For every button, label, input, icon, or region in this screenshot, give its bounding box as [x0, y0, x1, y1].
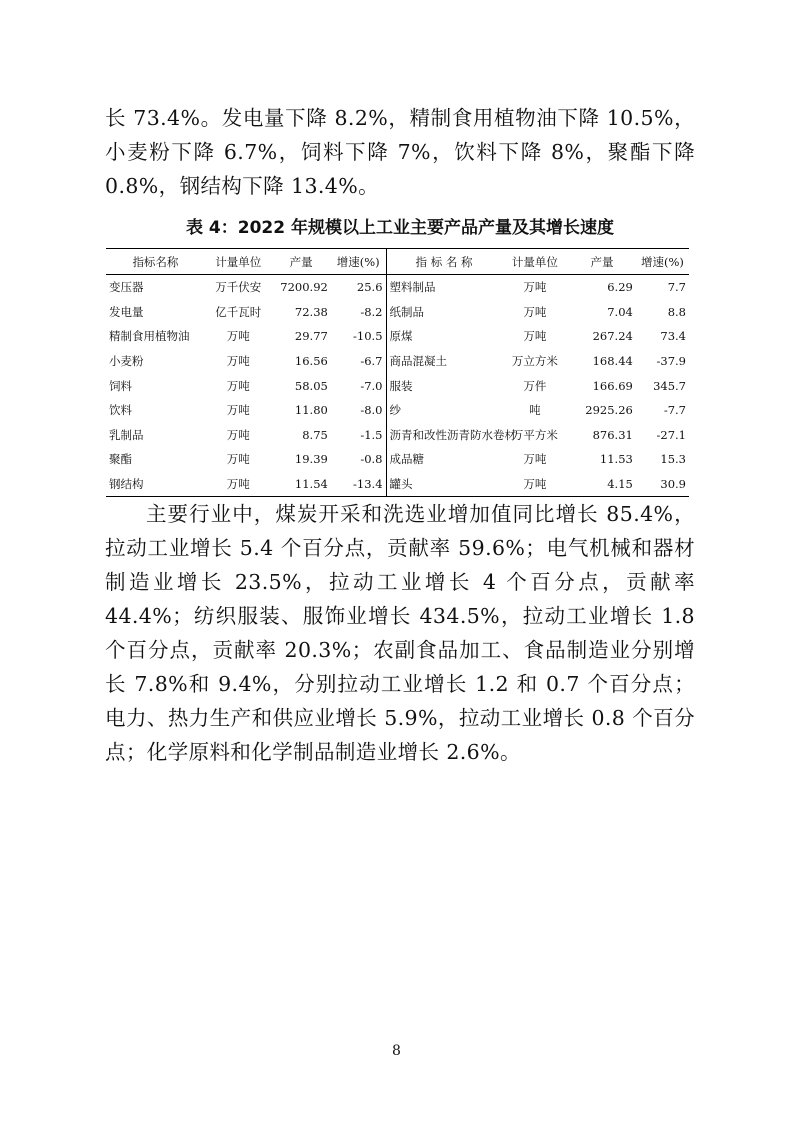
cell-output-2: 166.69	[592, 378, 633, 393]
cell-name: 小麦粉	[109, 354, 144, 369]
cell-unit: 万吨	[226, 329, 250, 344]
cell-name-2: 商品混凝土	[389, 354, 448, 369]
cell-name: 变压器	[109, 280, 144, 295]
cell-name: 饲料	[109, 378, 132, 393]
table-row	[106, 398, 689, 423]
intro-paragraph	[105, 101, 695, 203]
cell-output-2: 168.44	[592, 354, 633, 369]
page-number: 8	[392, 1043, 401, 1059]
cell-output: 29.77	[294, 329, 328, 344]
cell-growth: -8.0	[331, 398, 386, 423]
table-row	[106, 373, 689, 398]
cell-growth-2: -7.7	[663, 403, 686, 418]
cell-unit: 万吨	[205, 472, 272, 497]
cell-output-2: 267.24	[592, 329, 633, 344]
cell-output: 8.75	[302, 427, 328, 442]
cell-name-2: 沥青和改性沥青防水卷材	[389, 427, 517, 442]
cell-growth: -7.0	[331, 373, 386, 398]
cell-growth: -0.8	[331, 447, 386, 472]
header-growth-2: 增速(%)	[636, 249, 689, 275]
cell-growth: 25.6	[331, 275, 386, 300]
cell-growth-2: 73.4	[660, 329, 686, 344]
table-row	[106, 349, 689, 374]
cell-output: 72.38	[294, 304, 328, 319]
cell-name-2: 成品糖	[389, 452, 425, 467]
cell-name-2: 纸制品	[389, 304, 425, 319]
cell-name: 饮料	[109, 403, 132, 418]
table-row	[106, 324, 689, 349]
cell-name: 精制食用植物油	[109, 329, 190, 344]
header-indicator-name-2: 指 标 名 称	[386, 249, 502, 275]
cell-output: 58.05	[294, 378, 328, 393]
cell-unit-2: 万吨	[523, 304, 547, 319]
cell-growth-2: -37.9	[656, 354, 686, 369]
cell-growth-2: 345.7	[653, 378, 686, 393]
cell-unit-2: 万立方米	[511, 354, 558, 369]
cell-unit-2: 万平方米	[511, 427, 558, 442]
cell-name: 钢结构	[106, 472, 205, 497]
cell-output-2: 2925.26	[585, 403, 633, 418]
header-output: 产量	[272, 249, 331, 275]
cell-growth: -8.2	[331, 300, 386, 325]
cell-growth: -6.7	[331, 349, 386, 374]
cell-name: 乳制品	[109, 427, 144, 442]
cell-unit: 亿千瓦时	[215, 304, 262, 319]
cell-unit-2: 万吨	[523, 280, 547, 295]
table-row	[106, 447, 689, 472]
cell-output: 11.80	[294, 403, 328, 418]
cell-unit: 万吨	[226, 452, 250, 467]
table-row	[106, 472, 689, 497]
cell-growth-2: 7.7	[667, 280, 686, 295]
cell-name-2: 服装	[389, 378, 413, 393]
cell-output: 11.54	[272, 472, 331, 497]
cell-name-2: 纱	[389, 403, 402, 418]
cell-output-2: 876.31	[592, 427, 633, 442]
table-header-row	[106, 249, 689, 275]
cell-unit-2: 万吨	[502, 472, 569, 497]
industry-text: 主要行业中，煤炭开采和洗选业增加值同比增长 85.4%，拉动工业增长 5.4 个百分点，贡献率 59.6%；电气机械和器材制造业增长 23.5%，拉动工业增长 4 个百分点，贡献率 44.4%；纺织服装、服饰业增长 434.5%，拉动工业增长 1.8 个百分点，贡献率 20.3%；农副食品加工、食品制造业分别增长 7.8%和 9.4%，分别拉动工业增长 1.2 和 0.7 个百分点；电力、热力生产和供应业增长 5.9%，拉动工业增长 0.8 个百分点；化学原料和化学制品制造业增长 2.6%。	[105, 502, 695, 764]
intro-text: 长 73.4%。发电量下降 8.2%，精制食用植物油下降 10.5%，小麦粉下降 6.7%，饲料下降 7%，饮料下降 8%，聚酯下降 0.8%，钢结构下降 13.4%。	[105, 106, 695, 198]
cell-output: 19.39	[294, 452, 328, 467]
cell-name-2: 原煤	[389, 329, 413, 344]
cell-growth-2: 15.3	[660, 452, 686, 467]
industry-paragraph	[105, 497, 695, 769]
cell-output: 7200.92	[280, 280, 328, 295]
cell-output-2: 4.15	[568, 472, 636, 497]
cell-unit: 万吨	[226, 378, 250, 393]
cell-growth-2: 30.9	[636, 472, 689, 497]
cell-growth-2: -27.1	[656, 427, 686, 442]
cell-unit-2: 万吨	[523, 452, 547, 467]
header-output-2: 产量	[568, 249, 636, 275]
cell-unit-2: 吨	[529, 403, 541, 418]
cell-output-2: 11.53	[599, 452, 633, 467]
cell-growth-2: 8.8	[667, 304, 686, 319]
cell-growth: -1.5	[331, 423, 386, 448]
table-row	[106, 300, 689, 325]
table-row	[106, 423, 689, 448]
cell-output: 16.56	[294, 354, 328, 369]
product-output-table	[106, 248, 689, 497]
table-row	[106, 275, 689, 300]
cell-unit: 万吨	[226, 427, 250, 442]
cell-growth: -13.4	[331, 472, 386, 497]
cell-unit-2: 万件	[523, 378, 547, 393]
cell-growth: -10.5	[331, 324, 386, 349]
header-indicator-name: 指标名称	[106, 249, 205, 275]
cell-output-2: 7.04	[607, 304, 633, 319]
cell-unit-2: 万吨	[523, 329, 547, 344]
table-title: 表 4：2022 年规模以上工业主要产品产量及其增长速度	[186, 218, 614, 238]
cell-name: 发电量	[109, 304, 144, 319]
header-growth: 增速(%)	[331, 249, 386, 275]
cell-name-2: 塑料制品	[389, 280, 436, 295]
cell-unit: 万千伏安	[215, 280, 262, 295]
cell-unit: 万吨	[226, 354, 250, 369]
header-unit-2: 计量单位	[502, 249, 569, 275]
cell-unit: 万吨	[226, 403, 250, 418]
cell-output-2: 6.29	[607, 280, 633, 295]
cell-name-2: 罐头	[386, 472, 502, 497]
cell-name: 聚酯	[109, 452, 132, 467]
header-unit: 计量单位	[205, 249, 272, 275]
